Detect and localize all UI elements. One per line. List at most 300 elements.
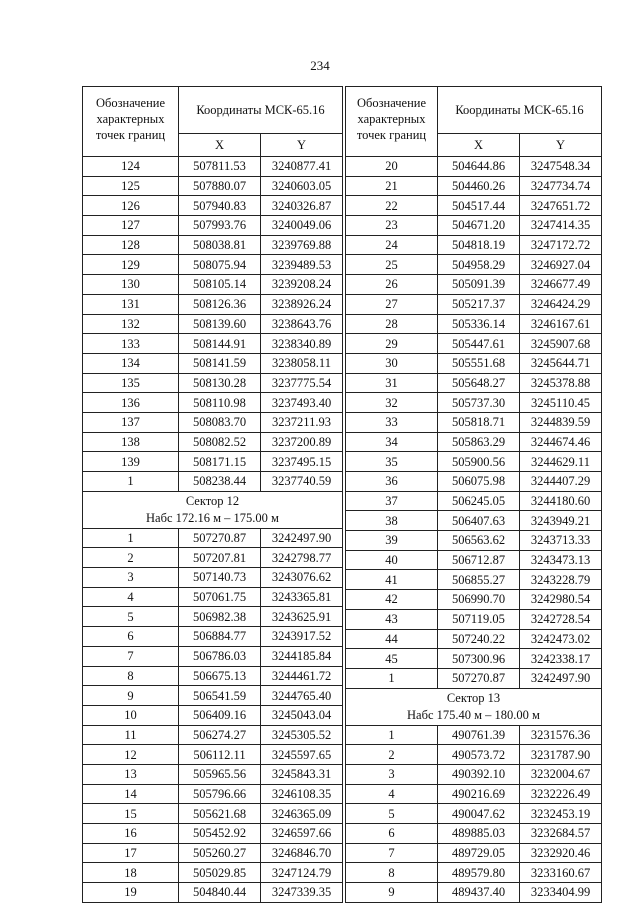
point-id: 1 bbox=[346, 725, 438, 745]
coord-x: 490216.69 bbox=[438, 784, 520, 804]
coord-x: 489437.40 bbox=[438, 883, 520, 903]
coord-x: 507811.53 bbox=[179, 157, 261, 177]
point-id: 40 bbox=[346, 550, 438, 570]
table-row bbox=[83, 666, 343, 686]
coord-x: 504517.44 bbox=[438, 196, 520, 216]
header-x: X bbox=[438, 134, 520, 157]
coord-y: 3245597.65 bbox=[261, 745, 343, 765]
table-row bbox=[83, 157, 343, 177]
coord-x: 506112.11 bbox=[179, 745, 261, 765]
point-id: 37 bbox=[346, 491, 438, 511]
coord-x: 507940.83 bbox=[179, 196, 261, 216]
point-id: 139 bbox=[83, 452, 179, 472]
sector-range: Набс 172.16 м – 175.00 м bbox=[146, 510, 279, 525]
point-id: 5 bbox=[83, 607, 179, 627]
table-row bbox=[83, 548, 343, 568]
point-id: 27 bbox=[346, 294, 438, 314]
point-id: 14 bbox=[83, 784, 179, 804]
coord-y: 3244185.84 bbox=[261, 646, 343, 666]
point-id: 9 bbox=[346, 883, 438, 903]
coord-x: 508083.70 bbox=[179, 412, 261, 432]
table-row bbox=[83, 472, 343, 492]
table-row bbox=[83, 686, 343, 706]
coord-y: 3231576.36 bbox=[520, 725, 602, 745]
coord-x: 489579.80 bbox=[438, 863, 520, 883]
sector-heading bbox=[83, 491, 343, 528]
point-id: 18 bbox=[83, 863, 179, 883]
point-id: 44 bbox=[346, 629, 438, 649]
coord-y: 3247651.72 bbox=[520, 196, 602, 216]
point-id: 33 bbox=[346, 412, 438, 432]
table-row bbox=[83, 235, 343, 255]
table-row bbox=[346, 804, 602, 824]
coord-y: 3247734.74 bbox=[520, 176, 602, 196]
point-id: 45 bbox=[346, 649, 438, 669]
table-row bbox=[346, 216, 602, 236]
point-id: 28 bbox=[346, 314, 438, 334]
point-id: 12 bbox=[83, 745, 179, 765]
point-id: 1 bbox=[83, 528, 179, 548]
coord-y: 3240877.41 bbox=[261, 157, 343, 177]
point-id: 29 bbox=[346, 334, 438, 354]
coord-y: 3233160.67 bbox=[520, 863, 602, 883]
coord-y: 3242497.90 bbox=[261, 528, 343, 548]
point-id: 25 bbox=[346, 255, 438, 275]
point-id: 131 bbox=[83, 294, 179, 314]
point-id: 42 bbox=[346, 590, 438, 610]
coord-y: 3232004.67 bbox=[520, 764, 602, 784]
table-row bbox=[83, 255, 343, 275]
table-row bbox=[346, 824, 602, 844]
coord-x: 506982.38 bbox=[179, 607, 261, 627]
coord-x: 490761.39 bbox=[438, 725, 520, 745]
coord-x: 490047.62 bbox=[438, 804, 520, 824]
page-number: 234 bbox=[310, 58, 330, 73]
coord-x: 505029.85 bbox=[179, 863, 261, 883]
coord-x: 507207.81 bbox=[179, 548, 261, 568]
coord-x: 508082.52 bbox=[179, 432, 261, 452]
coord-y: 3232684.57 bbox=[520, 824, 602, 844]
coord-x: 506409.16 bbox=[179, 705, 261, 725]
table-body-right bbox=[346, 157, 602, 903]
point-id: 127 bbox=[83, 216, 179, 236]
coord-x: 505336.14 bbox=[438, 314, 520, 334]
point-id: 134 bbox=[83, 353, 179, 373]
point-id: 21 bbox=[346, 176, 438, 196]
coord-x: 505737.30 bbox=[438, 393, 520, 413]
sector-row bbox=[83, 491, 343, 528]
coord-y: 3239208.24 bbox=[261, 275, 343, 295]
coordinates-table-left bbox=[82, 86, 343, 903]
coord-y: 3237200.89 bbox=[261, 432, 343, 452]
point-id: 128 bbox=[83, 235, 179, 255]
point-id: 9 bbox=[83, 686, 179, 706]
sector-range: Набс 175.40 м – 180.00 м bbox=[407, 707, 540, 722]
coord-y: 3247414.35 bbox=[520, 216, 602, 236]
table-row bbox=[83, 452, 343, 472]
coord-x: 506675.13 bbox=[179, 666, 261, 686]
coord-x: 505452.92 bbox=[179, 824, 261, 844]
coord-y: 3240603.05 bbox=[261, 176, 343, 196]
coord-x: 507300.96 bbox=[438, 649, 520, 669]
coord-y: 3245110.45 bbox=[520, 393, 602, 413]
table-row bbox=[83, 843, 343, 863]
table-row bbox=[346, 235, 602, 255]
point-id: 15 bbox=[83, 804, 179, 824]
coord-y: 3242980.54 bbox=[520, 590, 602, 610]
point-id: 8 bbox=[346, 863, 438, 883]
coord-y: 3247172.72 bbox=[520, 235, 602, 255]
coord-y: 3238058.11 bbox=[261, 353, 343, 373]
point-id: 6 bbox=[346, 824, 438, 844]
point-id: 125 bbox=[83, 176, 179, 196]
coord-x: 504644.86 bbox=[438, 157, 520, 177]
coord-y: 3238926.24 bbox=[261, 294, 343, 314]
table-row bbox=[346, 863, 602, 883]
point-id: 16 bbox=[83, 824, 179, 844]
coord-y: 3245043.04 bbox=[261, 705, 343, 725]
coord-x: 506563.62 bbox=[438, 531, 520, 551]
coord-x: 505796.66 bbox=[179, 784, 261, 804]
point-id: 1 bbox=[346, 668, 438, 688]
header-coordinates: Координаты МСК-65.16 bbox=[438, 87, 602, 134]
point-id: 7 bbox=[83, 646, 179, 666]
table-row bbox=[83, 216, 343, 236]
table-row bbox=[83, 393, 343, 413]
point-id: 32 bbox=[346, 393, 438, 413]
header-coordinates: Координаты МСК-65.16 bbox=[179, 87, 343, 134]
coord-y: 3245907.68 bbox=[520, 334, 602, 354]
point-id: 4 bbox=[83, 587, 179, 607]
table-row bbox=[83, 883, 343, 903]
coord-x: 504818.19 bbox=[438, 235, 520, 255]
coord-y: 3244407.29 bbox=[520, 472, 602, 492]
coord-x: 504840.44 bbox=[179, 883, 261, 903]
table-row bbox=[346, 629, 602, 649]
coord-y: 3232920.46 bbox=[520, 843, 602, 863]
coord-y: 3247548.34 bbox=[520, 157, 602, 177]
point-id: 24 bbox=[346, 235, 438, 255]
coord-x: 508126.36 bbox=[179, 294, 261, 314]
coord-x: 506855.27 bbox=[438, 570, 520, 590]
point-id: 30 bbox=[346, 353, 438, 373]
table-row bbox=[346, 334, 602, 354]
point-id: 35 bbox=[346, 452, 438, 472]
coord-y: 3238643.76 bbox=[261, 314, 343, 334]
coord-x: 506407.63 bbox=[438, 511, 520, 531]
coord-y: 3246108.35 bbox=[261, 784, 343, 804]
coord-x: 506274.27 bbox=[179, 725, 261, 745]
point-id: 124 bbox=[83, 157, 179, 177]
point-id: 3 bbox=[83, 568, 179, 588]
coord-x: 505648.27 bbox=[438, 373, 520, 393]
point-id: 8 bbox=[83, 666, 179, 686]
coord-y: 3242338.17 bbox=[520, 649, 602, 669]
coord-x: 508141.59 bbox=[179, 353, 261, 373]
table-row bbox=[346, 491, 602, 511]
coord-x: 489885.03 bbox=[438, 824, 520, 844]
point-id: 136 bbox=[83, 393, 179, 413]
coord-x: 508038.81 bbox=[179, 235, 261, 255]
point-id: 26 bbox=[346, 275, 438, 295]
coord-y: 3237211.93 bbox=[261, 412, 343, 432]
table-row bbox=[346, 353, 602, 373]
table-row bbox=[346, 176, 602, 196]
coord-x: 505900.56 bbox=[438, 452, 520, 472]
table-row bbox=[83, 373, 343, 393]
point-id: 2 bbox=[83, 548, 179, 568]
table-row bbox=[83, 764, 343, 784]
sector-title: Сектор 13 bbox=[446, 690, 501, 705]
point-id: 43 bbox=[346, 609, 438, 629]
point-id: 3 bbox=[346, 764, 438, 784]
coord-x: 508238.44 bbox=[179, 472, 261, 492]
coord-x: 508105.14 bbox=[179, 275, 261, 295]
table-row bbox=[83, 627, 343, 647]
table-row bbox=[83, 196, 343, 216]
table-body-left bbox=[83, 157, 343, 903]
coord-y: 3243625.91 bbox=[261, 607, 343, 627]
table-row bbox=[83, 705, 343, 725]
coord-y: 3246424.29 bbox=[520, 294, 602, 314]
table-row bbox=[346, 452, 602, 472]
coord-x: 508130.28 bbox=[179, 373, 261, 393]
coord-x: 506884.77 bbox=[179, 627, 261, 647]
coord-x: 505447.61 bbox=[438, 334, 520, 354]
coord-y: 3243076.62 bbox=[261, 568, 343, 588]
coord-y: 3244839.59 bbox=[520, 412, 602, 432]
coord-x: 507880.07 bbox=[179, 176, 261, 196]
coord-y: 3243713.33 bbox=[520, 531, 602, 551]
coord-y: 3245305.52 bbox=[261, 725, 343, 745]
coord-x: 490573.72 bbox=[438, 745, 520, 765]
table-row bbox=[346, 725, 602, 745]
coord-y: 3237740.59 bbox=[261, 472, 343, 492]
table-row bbox=[346, 196, 602, 216]
table-row bbox=[346, 649, 602, 669]
point-id: 20 bbox=[346, 157, 438, 177]
coord-y: 3243365.81 bbox=[261, 587, 343, 607]
coord-y: 3244180.60 bbox=[520, 491, 602, 511]
point-id: 23 bbox=[346, 216, 438, 236]
coord-x: 490392.10 bbox=[438, 764, 520, 784]
table-row bbox=[346, 511, 602, 531]
table-row bbox=[83, 275, 343, 295]
coord-y: 3245378.88 bbox=[520, 373, 602, 393]
coord-x: 489729.05 bbox=[438, 843, 520, 863]
point-id: 5 bbox=[346, 804, 438, 824]
table-row bbox=[83, 587, 343, 607]
table-row bbox=[346, 255, 602, 275]
point-id: 39 bbox=[346, 531, 438, 551]
table-row bbox=[83, 824, 343, 844]
coord-y: 3246677.49 bbox=[520, 275, 602, 295]
coord-y: 3245843.31 bbox=[261, 764, 343, 784]
sector-heading bbox=[346, 688, 602, 725]
coord-y: 3237775.54 bbox=[261, 373, 343, 393]
coord-y: 3246927.04 bbox=[520, 255, 602, 275]
point-id: 13 bbox=[83, 764, 179, 784]
coord-x: 505091.39 bbox=[438, 275, 520, 295]
point-id: 129 bbox=[83, 255, 179, 275]
coord-y: 3242798.77 bbox=[261, 548, 343, 568]
point-id: 133 bbox=[83, 334, 179, 354]
coord-x: 507061.75 bbox=[179, 587, 261, 607]
table-row bbox=[346, 432, 602, 452]
table-row bbox=[346, 570, 602, 590]
coord-x: 508110.98 bbox=[179, 393, 261, 413]
coord-x: 505217.37 bbox=[438, 294, 520, 314]
table-row bbox=[83, 294, 343, 314]
coord-y: 3244461.72 bbox=[261, 666, 343, 686]
coord-x: 507119.05 bbox=[438, 609, 520, 629]
point-id: 132 bbox=[83, 314, 179, 334]
point-id: 2 bbox=[346, 745, 438, 765]
coord-y: 3244765.40 bbox=[261, 686, 343, 706]
coord-x: 506245.05 bbox=[438, 491, 520, 511]
coord-x: 508075.94 bbox=[179, 255, 261, 275]
coord-x: 504958.29 bbox=[438, 255, 520, 275]
coord-x: 508144.91 bbox=[179, 334, 261, 354]
point-id: 10 bbox=[83, 705, 179, 725]
coord-y: 3246846.70 bbox=[261, 843, 343, 863]
table-row bbox=[346, 784, 602, 804]
coord-x: 506786.03 bbox=[179, 646, 261, 666]
sector-title: Сектор 12 bbox=[185, 493, 240, 508]
table-row bbox=[346, 393, 602, 413]
table-row bbox=[83, 607, 343, 627]
coord-x: 507993.76 bbox=[179, 216, 261, 236]
coord-y: 3245644.71 bbox=[520, 353, 602, 373]
coord-x: 507240.22 bbox=[438, 629, 520, 649]
coord-x: 504671.20 bbox=[438, 216, 520, 236]
coordinates-table-right bbox=[345, 86, 602, 903]
table-row bbox=[83, 725, 343, 745]
point-id: 11 bbox=[83, 725, 179, 745]
coord-y: 3244629.11 bbox=[520, 452, 602, 472]
header-x: X bbox=[179, 134, 261, 157]
table-row bbox=[346, 745, 602, 765]
coord-y: 3244674.46 bbox=[520, 432, 602, 452]
coord-x: 505863.29 bbox=[438, 432, 520, 452]
point-id: 38 bbox=[346, 511, 438, 531]
point-id: 6 bbox=[83, 627, 179, 647]
table-row bbox=[83, 863, 343, 883]
table-row bbox=[346, 590, 602, 610]
table-row bbox=[346, 314, 602, 334]
coord-y: 3240326.87 bbox=[261, 196, 343, 216]
point-id: 4 bbox=[346, 784, 438, 804]
coord-y: 3239489.53 bbox=[261, 255, 343, 275]
coord-y: 3233404.99 bbox=[520, 883, 602, 903]
table-row bbox=[346, 609, 602, 629]
point-id: 22 bbox=[346, 196, 438, 216]
point-id: 138 bbox=[83, 432, 179, 452]
coord-y: 3231787.90 bbox=[520, 745, 602, 765]
header-point-designation: Обозначение характерных точек границ bbox=[346, 87, 438, 157]
table-row bbox=[83, 646, 343, 666]
coord-x: 508171.15 bbox=[179, 452, 261, 472]
coord-x: 505965.56 bbox=[179, 764, 261, 784]
table-row bbox=[346, 668, 602, 688]
header-y: Y bbox=[261, 134, 343, 157]
coord-y: 3237493.40 bbox=[261, 393, 343, 413]
point-id: 130 bbox=[83, 275, 179, 295]
table-row bbox=[83, 745, 343, 765]
coord-y: 3239769.88 bbox=[261, 235, 343, 255]
table-row bbox=[346, 275, 602, 295]
coord-y: 3243473.13 bbox=[520, 550, 602, 570]
coord-x: 507270.87 bbox=[438, 668, 520, 688]
coord-x: 505260.27 bbox=[179, 843, 261, 863]
coord-y: 3243949.21 bbox=[520, 511, 602, 531]
table-row bbox=[83, 353, 343, 373]
coord-y: 3247339.35 bbox=[261, 883, 343, 903]
point-id: 137 bbox=[83, 412, 179, 432]
coord-x: 507270.87 bbox=[179, 528, 261, 548]
coord-y: 3232453.19 bbox=[520, 804, 602, 824]
point-id: 41 bbox=[346, 570, 438, 590]
point-id: 135 bbox=[83, 373, 179, 393]
coord-y: 3243917.52 bbox=[261, 627, 343, 647]
table-row bbox=[83, 804, 343, 824]
point-id: 1 bbox=[83, 472, 179, 492]
coord-y: 3246365.09 bbox=[261, 804, 343, 824]
table-row bbox=[346, 883, 602, 903]
coord-y: 3238340.89 bbox=[261, 334, 343, 354]
header-point-designation: Обозначение характерных точек границ bbox=[83, 87, 179, 157]
table-row bbox=[346, 550, 602, 570]
point-id: 126 bbox=[83, 196, 179, 216]
table-row bbox=[83, 528, 343, 548]
table-row bbox=[346, 764, 602, 784]
coord-x: 506990.70 bbox=[438, 590, 520, 610]
table-row bbox=[83, 432, 343, 452]
coord-y: 3247124.79 bbox=[261, 863, 343, 883]
table-row bbox=[346, 412, 602, 432]
coord-x: 506712.87 bbox=[438, 550, 520, 570]
point-id: 34 bbox=[346, 432, 438, 452]
table-row bbox=[346, 157, 602, 177]
coord-x: 505621.68 bbox=[179, 804, 261, 824]
table-row bbox=[83, 314, 343, 334]
table-row bbox=[83, 568, 343, 588]
coord-y: 3232226.49 bbox=[520, 784, 602, 804]
table-row bbox=[346, 373, 602, 393]
coord-x: 507140.73 bbox=[179, 568, 261, 588]
table-row bbox=[83, 176, 343, 196]
coord-x: 505818.71 bbox=[438, 412, 520, 432]
coord-x: 508139.60 bbox=[179, 314, 261, 334]
coord-x: 505551.68 bbox=[438, 353, 520, 373]
table-row bbox=[83, 784, 343, 804]
point-id: 36 bbox=[346, 472, 438, 492]
coord-y: 3237495.15 bbox=[261, 452, 343, 472]
table-row bbox=[346, 843, 602, 863]
coord-x: 506075.98 bbox=[438, 472, 520, 492]
table-row bbox=[83, 334, 343, 354]
table-row bbox=[346, 472, 602, 492]
point-id: 31 bbox=[346, 373, 438, 393]
table-row bbox=[346, 294, 602, 314]
table-row bbox=[83, 412, 343, 432]
coord-x: 506541.59 bbox=[179, 686, 261, 706]
coord-x: 504460.26 bbox=[438, 176, 520, 196]
point-id: 7 bbox=[346, 843, 438, 863]
coord-y: 3243228.79 bbox=[520, 570, 602, 590]
coord-y: 3242473.02 bbox=[520, 629, 602, 649]
coord-y: 3246597.66 bbox=[261, 824, 343, 844]
